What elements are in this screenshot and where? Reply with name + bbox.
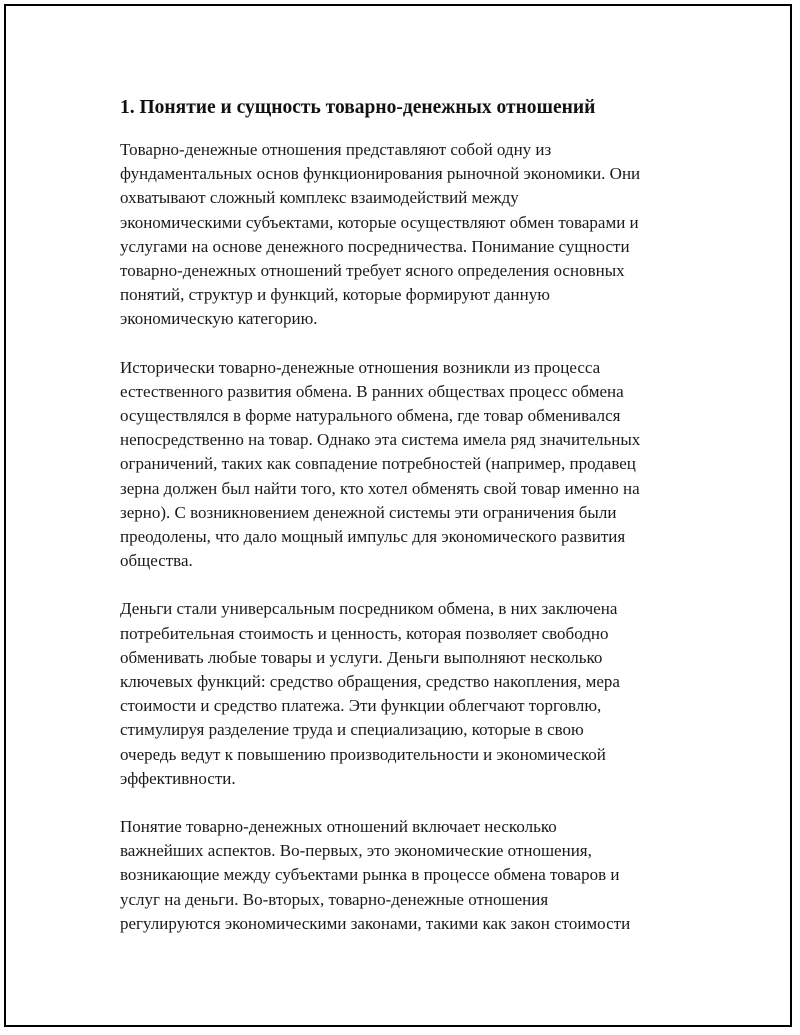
text-line: экономическую категорию. bbox=[120, 309, 318, 329]
text-line: услугами на основе денежного посредничества. Понимание сущности bbox=[120, 236, 630, 256]
text-line: осуществлялся в форме натурального обмена, где товар обменивался bbox=[120, 406, 621, 426]
text-line: очередь ведут к повышению производительности и экономической bbox=[120, 744, 606, 764]
text-line: ключевых функций: средство обращения, средство накопления, мера bbox=[120, 672, 620, 692]
paragraph-4 bbox=[120, 815, 695, 936]
text-line: Товарно-денежные отношения представляют собой одну из bbox=[120, 140, 552, 159]
paragraph-1 bbox=[120, 138, 695, 332]
text-line: стимулируя разделение труда и специализацию, которые в свою bbox=[120, 720, 584, 740]
text-line: охватывают сложный комплекс взаимодействий между bbox=[120, 188, 519, 208]
text-line: товарно-денежных отношений требует ясного определения основных bbox=[120, 261, 625, 281]
text-line: регулируются экономическими законами, такими как закон стоимости bbox=[120, 913, 631, 933]
text-line: общества. bbox=[120, 551, 193, 571]
text-line: экономическими субъектами, которые осуществляют обмен товарами и bbox=[120, 212, 639, 232]
text-line: Деньги стали универсальным посредником обмена, в них заключена bbox=[120, 599, 618, 619]
document-content bbox=[120, 96, 695, 960]
text-line: возникающие между субъектами рынка в процессе обмена товаров и bbox=[120, 865, 620, 885]
text-line: потребительная стоимость и ценность, которая позволяет свободно bbox=[120, 623, 609, 643]
text-line: преодолены, что дало мощный импульс для экономического развития bbox=[120, 527, 626, 547]
text-line: зерна должен был найти того, кто хотел обменять свой товар именно на bbox=[120, 478, 640, 498]
paragraph-3 bbox=[120, 597, 695, 791]
text-line: непосредственно на товар. Однако эта система имела ряд значительных bbox=[120, 430, 641, 450]
text-line: Исторически товарно-денежные отношения возникли из процесса bbox=[120, 357, 601, 377]
text-line: стоимости и средство платежа. Эти функции облегчают торговлю, bbox=[120, 696, 602, 716]
text-line: услуг на деньги. Во-вторых, товарно-денежные отношения bbox=[120, 889, 549, 909]
text-line: ограничений, таких как совпадение потребностей (например, продавец bbox=[120, 454, 636, 474]
text-line: эффективности. bbox=[120, 768, 236, 788]
text-line: обменивать любые товары и услуги. Деньги выполняют несколько bbox=[120, 647, 603, 667]
text-line: естественного развития обмена. В ранних обществах процесс обмена bbox=[120, 381, 624, 401]
paragraph-2 bbox=[120, 356, 695, 574]
document-page bbox=[4, 4, 792, 1027]
text-line: зерно). С возникновением денежной системы эти ограничения были bbox=[120, 502, 617, 522]
text-line: Понятие товарно-денежных отношений включает несколько bbox=[120, 817, 557, 837]
section-heading: 1. Понятие и сущность товарно-денежных отношений bbox=[120, 97, 596, 118]
text-line: важнейших аспектов. Во-первых, это экономические отношения, bbox=[120, 841, 592, 861]
text-line: фундаментальных основ функционирования рыночной экономики. Они bbox=[120, 164, 641, 184]
text-line: понятий, структур и функций, которые формируют данную bbox=[120, 285, 550, 305]
